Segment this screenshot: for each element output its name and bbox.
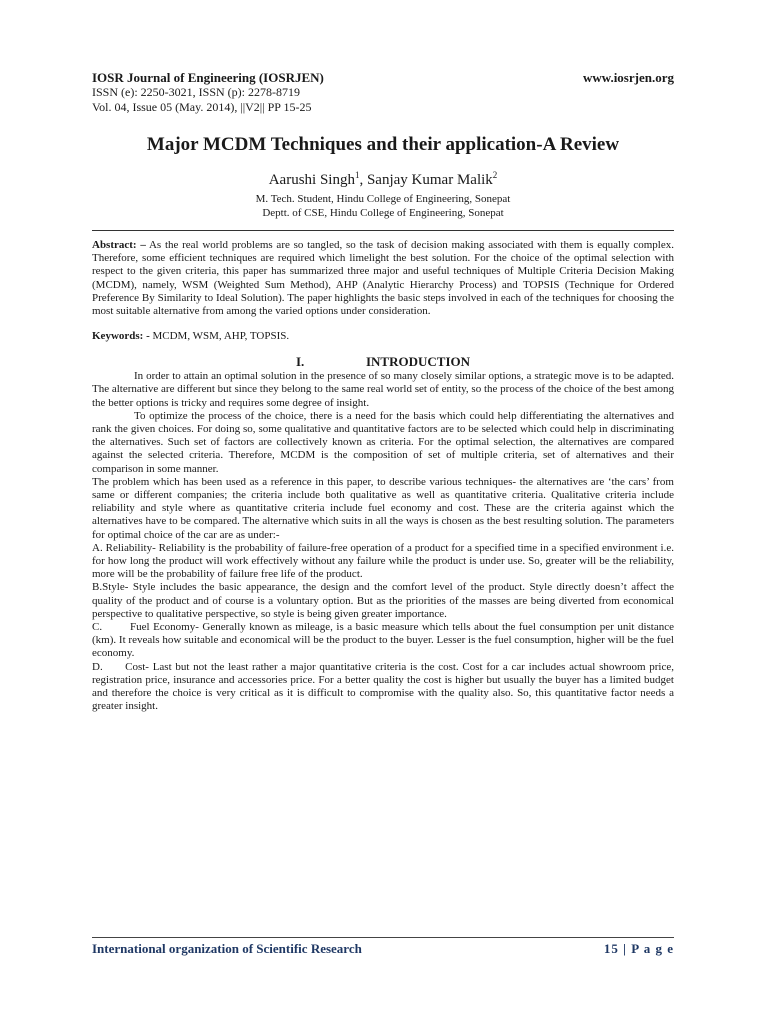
paper-title: Major MCDM Techniques and their application-A Review [146,134,620,155]
body-paragraph: The problem which has been used as a reference in this paper, to describe various techniques- the alternatives are ‘the cars’ from same or different companies; the criteria include both qualitative as well as quantitative criteria. Qualitative criteria include reliability and style where as quantitative criteria include fuel economy and cost. These are the criteria against which the alternatives have to be compared. The alternative which suits in all the ways is chosen as the best resulting solution. The parameters for optimal choice of the car are as under:- [92,475,674,541]
author-name: Aarushi Singh [268,172,355,188]
abstract-label: Abstract: – [92,239,146,251]
journal-header [92,70,674,122]
affiliation-marker: 1 [354,170,360,180]
affiliation: Deptt. of CSE, Hindu College of Engineering, Sonepat [262,207,504,219]
page-number: 15 | P a g e [603,941,674,956]
keywords [92,330,674,342]
affiliation-marker: 2 [492,170,498,180]
abstract-text: As the real world problems are so tangled, so the task of decision making associated with them is equally complex. Therefore, some efficient techniques are required which limelight the best solution. For the choice of the optimal selection with respect to the given criteria, this paper has summarized three major and useful techniques of Multiple Criteria Decision Making (MCDM), namely, WSM (Weighted Sum Method), AHP (Analytic Hierarchy Process) and TOPSIS (Technique for Ordered Preference By Similarity to Ideal Solution). The paper highlights the basic steps involved in each of the techniques for choosing the most suitable alternative from among the varied options under consideration. [92,239,674,318]
keywords-text: MCDM, WSM, AHP, TOPSIS. [149,330,290,343]
author-list [92,170,674,189]
criterion-fuel-economy: C. Fuel Economy- Generally known as mileage, is a basic measure which tells about the fuel consumption per unit distance (km). It reveals how suitable and economical will be the product to the buyer. Lesser is the fuel consumption, higher will be the fuel economy. [92,621,677,660]
section-body [92,370,677,713]
abstract [92,239,674,318]
header-divider [92,230,674,231]
body-paragraph: In order to attain an optimal solution in the presence of so many closely similar options, a strategic move is to be adapted. The alternative are different but since they belong to the same real world set of entity, so the process of the choice of the best among the better options is tricky and requires some degree of insight. [92,370,674,409]
paper-page [92,70,677,714]
section-title: INTRODUCTION [365,354,470,370]
criterion-cost: D. Cost- Last but not the least rather a major quantitative criteria is the cost. Cost for a car includes actual showroom price, registration price, insurance and accessories price. For a better quality the cost is higher but usually the buyer has a limited budget and therefore the choice is very critical as it is difficult to compromise with the quality also. So, this quantitative factor needs a greater insight. [92,660,677,713]
criterion-style: B.Style- Style includes the basic appearance, the design and the comfort level of the product. Style directly doesn’t affect the quality of the product and of course is a voluntary option. But as the priorities of the masses are being diverted from economical perspective to qualitative perspective, so style is being given greater importance. [92,581,674,620]
journal-website-link[interactable]: www.iosrjen.org [583,70,674,85]
journal-name: IOSR Journal of Engineering (IOSRJEN) [92,70,324,85]
issn-line: ISSN (e): 2250-3021, ISSN (p): 2278-8719 [92,85,300,99]
affiliation: M. Tech. Student, Hindu College of Engineering, Sonepat [255,193,511,205]
author-separator: , [359,172,367,188]
page-footer [92,937,674,956]
keywords-label: Keywords: - [92,330,150,343]
section-number: I. [295,354,305,370]
body-paragraph: To optimize the process of the choice, there is a need for the basis which could help differentiating the alternatives and rank the given choices. For doing so, some qualitative and quantitative factors are to be selected which could help in discriminating the alternatives. Such set of factors are collectively known as criteria. For the optimal selection, the alternatives are compared against the selected criteria. Therefore, MCDM is the composition of set of multiple criteria, set of alternatives and their comparison in some manner. [92,409,674,475]
volume-line: Vol. 04, Issue 05 (May. 2014), ||V2|| PP 15-25 [92,100,312,114]
section-heading [92,354,674,370]
author-name: Sanjay Kumar Malik [366,172,493,188]
criterion-reliability: A. Reliability- Reliability is the probability of failure-free operation of a product for a specified time in a specified environment i.e. for how long the product will work effectively without any failure while the product is under use. So, greater will be the reliability, more will be the probability of failure free life of the product. [92,541,674,581]
footer-organization: International organization of Scientific Research [92,941,362,956]
